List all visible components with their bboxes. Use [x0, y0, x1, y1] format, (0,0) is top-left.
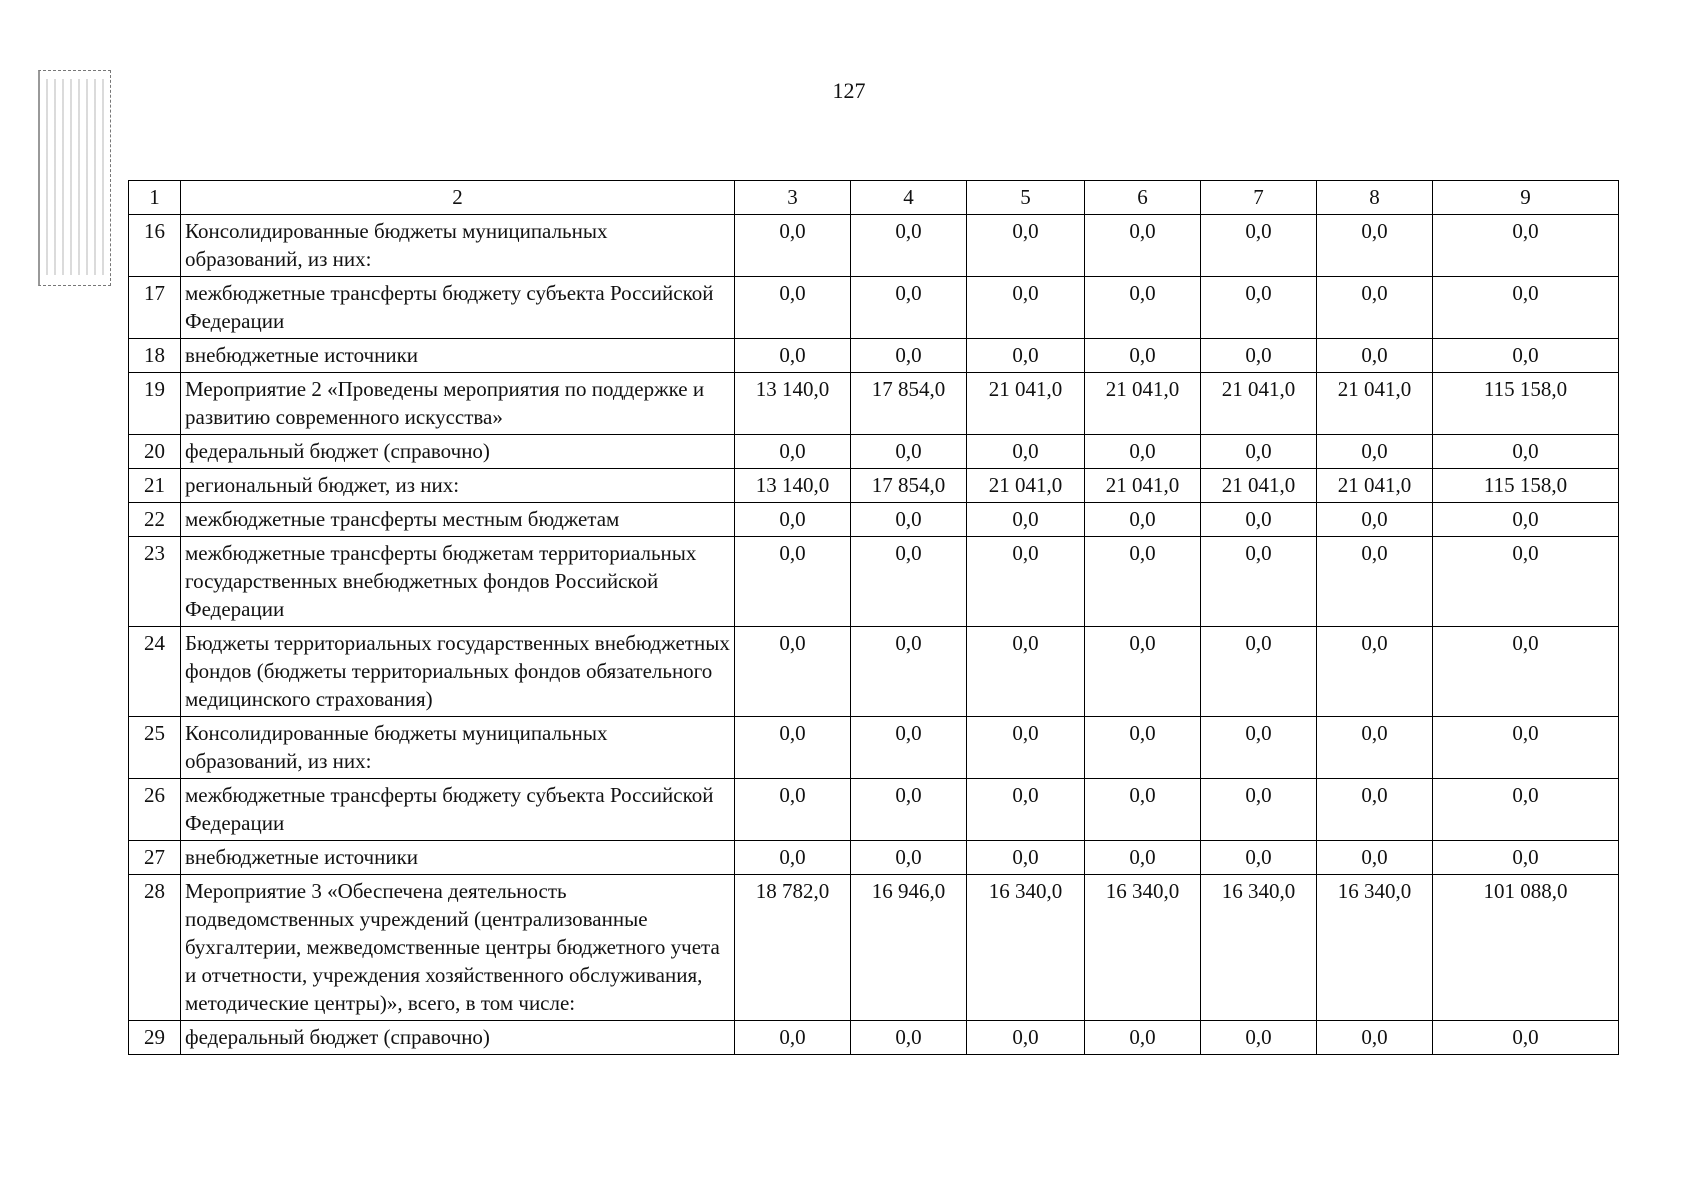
value-cell: 0,0	[1317, 841, 1433, 875]
value-cell: 0,0	[1433, 537, 1619, 627]
value-cell: 0,0	[1433, 1021, 1619, 1055]
value-cell: 0,0	[1085, 1021, 1201, 1055]
table-row	[129, 537, 1619, 627]
value-cell: 0,0	[851, 339, 967, 373]
table-row	[129, 717, 1619, 779]
row-number: 27	[129, 841, 181, 875]
budget-table	[128, 180, 1619, 1055]
value-cell: 0,0	[851, 503, 967, 537]
value-cell: 0,0	[1201, 779, 1317, 841]
row-label: Консолидированные бюджеты муниципальных образований, из них:	[181, 717, 735, 779]
value-cell: 0,0	[1317, 717, 1433, 779]
value-cell: 0,0	[967, 339, 1085, 373]
value-cell: 0,0	[1085, 215, 1201, 277]
value-cell: 0,0	[1433, 717, 1619, 779]
value-cell: 0,0	[1201, 435, 1317, 469]
value-cell: 16 340,0	[967, 875, 1085, 1021]
row-number: 20	[129, 435, 181, 469]
table-row	[129, 627, 1619, 717]
value-cell: 0,0	[1201, 215, 1317, 277]
row-label: региональный бюджет, из них:	[181, 469, 735, 503]
value-cell: 0,0	[735, 277, 851, 339]
column-header-5: 5	[967, 181, 1085, 215]
value-cell: 0,0	[1085, 503, 1201, 537]
table-row	[129, 841, 1619, 875]
value-cell: 0,0	[1433, 435, 1619, 469]
value-cell: 0,0	[1201, 503, 1317, 537]
value-cell: 16 340,0	[1085, 875, 1201, 1021]
value-cell: 0,0	[967, 215, 1085, 277]
value-cell: 21 041,0	[967, 469, 1085, 503]
value-cell: 0,0	[735, 537, 851, 627]
row-number: 18	[129, 339, 181, 373]
value-cell: 0,0	[1085, 339, 1201, 373]
value-cell: 21 041,0	[967, 373, 1085, 435]
row-label: Мероприятие 3 «Обеспечена деятельность подведомственных учреждений (централизованные бухгалтерии, межведомственные центры бюджетного учета и отчетности, учреждения хозяйственного обслуживания, методические центры)», всего, в том числе:	[181, 875, 735, 1021]
value-cell: 17 854,0	[851, 469, 967, 503]
value-cell: 0,0	[735, 215, 851, 277]
row-label: внебюджетные источники	[181, 339, 735, 373]
column-header-1: 1	[129, 181, 181, 215]
row-label: Бюджеты территориальных государственных внебюджетных фондов (бюджеты территориальных фондов обязательного медицинского страхования)	[181, 627, 735, 717]
value-cell: 0,0	[1201, 339, 1317, 373]
value-cell: 0,0	[1317, 339, 1433, 373]
value-cell: 0,0	[1433, 277, 1619, 339]
column-header-9: 9	[1433, 181, 1619, 215]
row-number: 16	[129, 215, 181, 277]
value-cell: 0,0	[735, 503, 851, 537]
value-cell: 0,0	[1317, 779, 1433, 841]
row-number: 25	[129, 717, 181, 779]
table-row	[129, 779, 1619, 841]
value-cell: 0,0	[1433, 503, 1619, 537]
table-row	[129, 1021, 1619, 1055]
value-cell: 0,0	[1085, 841, 1201, 875]
value-cell: 0,0	[1317, 503, 1433, 537]
value-cell: 0,0	[1317, 277, 1433, 339]
value-cell: 0,0	[967, 627, 1085, 717]
table-row	[129, 469, 1619, 503]
column-header-8: 8	[1317, 181, 1433, 215]
value-cell: 0,0	[1201, 841, 1317, 875]
value-cell: 0,0	[967, 537, 1085, 627]
value-cell: 0,0	[735, 627, 851, 717]
page-number: 127	[832, 78, 866, 103]
column-header-6: 6	[1085, 181, 1201, 215]
row-label: федеральный бюджет (справочно)	[181, 1021, 735, 1055]
value-cell: 0,0	[1085, 779, 1201, 841]
row-number: 29	[129, 1021, 181, 1055]
value-cell: 16 946,0	[851, 875, 967, 1021]
value-cell: 0,0	[967, 1021, 1085, 1055]
value-cell: 16 340,0	[1201, 875, 1317, 1021]
table-row	[129, 215, 1619, 277]
row-number: 19	[129, 373, 181, 435]
row-label: Мероприятие 2 «Проведены мероприятия по поддержке и развитию современного искусства»	[181, 373, 735, 435]
value-cell: 115 158,0	[1433, 373, 1619, 435]
value-cell: 13 140,0	[735, 469, 851, 503]
table-row	[129, 277, 1619, 339]
value-cell: 0,0	[735, 841, 851, 875]
value-cell: 0,0	[1317, 1021, 1433, 1055]
row-number: 24	[129, 627, 181, 717]
row-label: межбюджетные трансферты бюджету субъекта Российской Федерации	[181, 277, 735, 339]
value-cell: 21 041,0	[1085, 373, 1201, 435]
table-row	[129, 373, 1619, 435]
value-cell: 0,0	[967, 717, 1085, 779]
value-cell: 21 041,0	[1085, 469, 1201, 503]
value-cell: 21 041,0	[1317, 469, 1433, 503]
table-row	[129, 435, 1619, 469]
value-cell: 101 088,0	[1433, 875, 1619, 1021]
value-cell: 0,0	[1317, 627, 1433, 717]
value-cell: 0,0	[1201, 627, 1317, 717]
value-cell: 17 854,0	[851, 373, 967, 435]
value-cell: 0,0	[967, 503, 1085, 537]
row-number: 26	[129, 779, 181, 841]
value-cell: 0,0	[851, 627, 967, 717]
column-header-3: 3	[735, 181, 851, 215]
column-header-2: 2	[181, 181, 735, 215]
value-cell: 0,0	[967, 779, 1085, 841]
stamp-text-image	[46, 79, 104, 275]
value-cell: 0,0	[1317, 435, 1433, 469]
value-cell: 0,0	[1317, 537, 1433, 627]
value-cell: 0,0	[1085, 627, 1201, 717]
value-cell: 21 041,0	[1201, 469, 1317, 503]
value-cell: 0,0	[851, 215, 967, 277]
value-cell: 0,0	[851, 841, 967, 875]
value-cell: 0,0	[1201, 537, 1317, 627]
value-cell: 0,0	[1201, 277, 1317, 339]
value-cell: 0,0	[735, 1021, 851, 1055]
row-number: 17	[129, 277, 181, 339]
value-cell: 18 782,0	[735, 875, 851, 1021]
value-cell: 0,0	[735, 339, 851, 373]
table-row	[129, 503, 1619, 537]
value-cell: 0,0	[851, 1021, 967, 1055]
value-cell: 0,0	[1201, 1021, 1317, 1055]
row-label: межбюджетные трансферты бюджетам территориальных государственных внебюджетных фондов Российской Федерации	[181, 537, 735, 627]
value-cell: 0,0	[851, 277, 967, 339]
value-cell: 0,0	[967, 841, 1085, 875]
value-cell: 0,0	[735, 435, 851, 469]
value-cell: 0,0	[967, 277, 1085, 339]
value-cell: 0,0	[1433, 779, 1619, 841]
row-label: внебюджетные источники	[181, 841, 735, 875]
row-label: межбюджетные трансферты местным бюджетам	[181, 503, 735, 537]
row-label: межбюджетные трансферты бюджету субъекта Российской Федерации	[181, 779, 735, 841]
column-header-4: 4	[851, 181, 967, 215]
row-label: Консолидированные бюджеты муниципальных образований, из них:	[181, 215, 735, 277]
value-cell: 115 158,0	[1433, 469, 1619, 503]
value-cell: 16 340,0	[1317, 875, 1433, 1021]
table-header-row	[129, 181, 1619, 215]
value-cell: 0,0	[851, 717, 967, 779]
value-cell: 0,0	[1433, 841, 1619, 875]
table-body	[129, 181, 1619, 1055]
value-cell: 21 041,0	[1317, 373, 1433, 435]
value-cell: 0,0	[1201, 717, 1317, 779]
value-cell: 0,0	[851, 537, 967, 627]
value-cell: 0,0	[1085, 537, 1201, 627]
value-cell: 0,0	[851, 779, 967, 841]
row-number: 28	[129, 875, 181, 1021]
value-cell: 0,0	[1085, 277, 1201, 339]
row-number: 22	[129, 503, 181, 537]
value-cell: 0,0	[967, 435, 1085, 469]
value-cell: 0,0	[735, 779, 851, 841]
value-cell: 0,0	[851, 435, 967, 469]
column-header-7: 7	[1201, 181, 1317, 215]
row-label: федеральный бюджет (справочно)	[181, 435, 735, 469]
value-cell: 0,0	[1433, 215, 1619, 277]
value-cell: 0,0	[1085, 717, 1201, 779]
row-number: 23	[129, 537, 181, 627]
value-cell: 0,0	[735, 717, 851, 779]
value-cell: 0,0	[1433, 339, 1619, 373]
registration-stamp	[38, 70, 111, 286]
value-cell: 13 140,0	[735, 373, 851, 435]
row-number: 21	[129, 469, 181, 503]
table-row	[129, 339, 1619, 373]
table-row	[129, 875, 1619, 1021]
value-cell: 0,0	[1433, 627, 1619, 717]
value-cell: 0,0	[1085, 435, 1201, 469]
value-cell: 0,0	[1317, 215, 1433, 277]
value-cell: 21 041,0	[1201, 373, 1317, 435]
